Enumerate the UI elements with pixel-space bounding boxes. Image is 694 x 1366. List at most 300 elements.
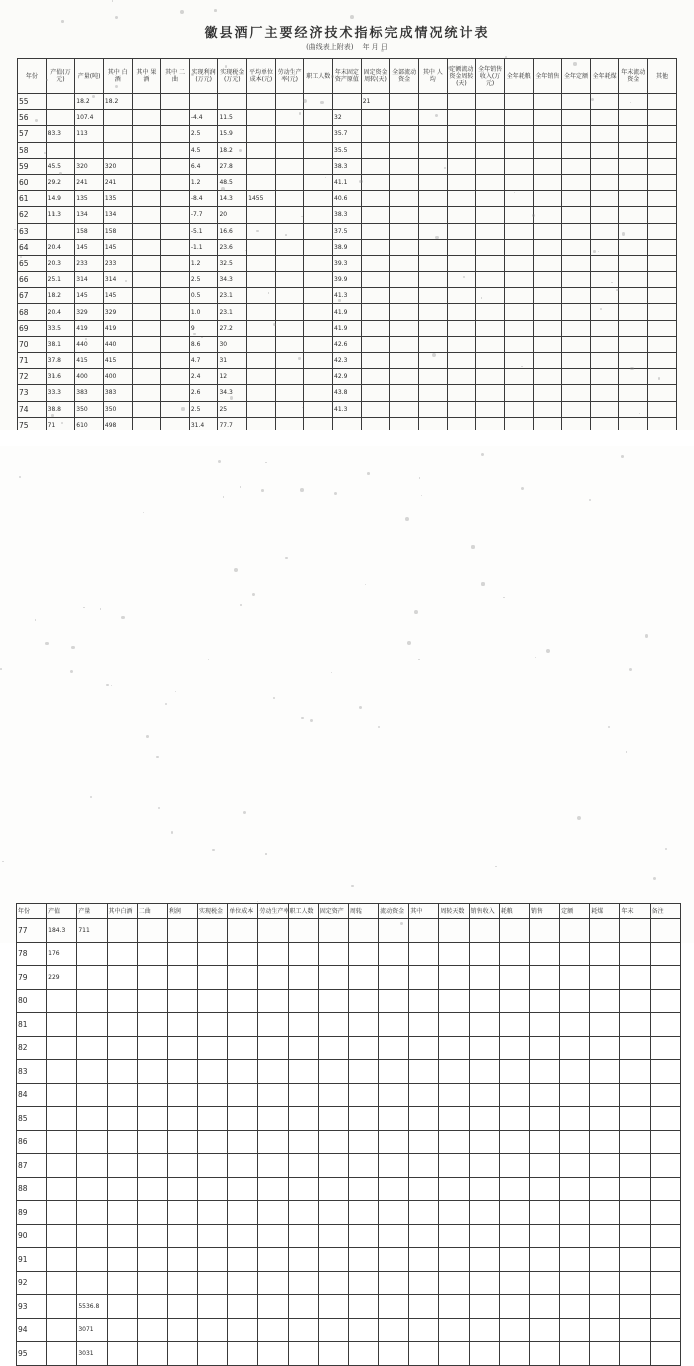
table-cell <box>650 1295 680 1319</box>
table-cell <box>288 1271 318 1295</box>
table-cell <box>161 110 190 126</box>
table-cell <box>198 1342 228 1366</box>
scan-noise <box>298 357 300 359</box>
table-cell <box>409 1295 439 1319</box>
table-cell: 400 <box>75 369 104 385</box>
table-row <box>18 110 677 126</box>
table-cell <box>107 1248 137 1272</box>
table-cell <box>167 1318 197 1342</box>
table-cell <box>228 1248 258 1272</box>
table-cell <box>247 385 276 401</box>
scan-noise <box>14 229 15 230</box>
table-row <box>18 272 677 288</box>
table-cell <box>107 1107 137 1131</box>
column-header: 实现利润(万元) <box>189 59 218 94</box>
table-cell <box>318 1083 348 1107</box>
table-cell <box>590 1036 620 1060</box>
table-cell <box>247 239 276 255</box>
table-cell <box>228 1013 258 1037</box>
table-cell: 383 <box>75 385 104 401</box>
table-cell <box>469 1060 499 1084</box>
table-cell <box>137 1318 167 1342</box>
table-cell <box>418 191 447 207</box>
table-cell <box>504 158 533 174</box>
table-cell <box>619 385 648 401</box>
date-note: 年 月 日 <box>362 43 388 51</box>
table-cell <box>275 94 304 110</box>
table-cell <box>167 1036 197 1060</box>
table-cell: 134 <box>75 207 104 223</box>
table-cell <box>418 126 447 142</box>
table-cell <box>198 1060 228 1084</box>
table-cell <box>161 158 190 174</box>
table-cell <box>258 989 288 1013</box>
column-header: 实现税金 <box>198 904 228 919</box>
table-cell <box>167 1177 197 1201</box>
table-cell <box>47 1224 77 1248</box>
table-cell <box>418 320 447 336</box>
table-row <box>17 1013 681 1037</box>
table-cell: 3031 <box>77 1342 107 1366</box>
table-cell <box>560 1295 590 1319</box>
table-cell <box>288 1154 318 1178</box>
table-cell <box>247 401 276 417</box>
table-cell <box>107 1177 137 1201</box>
table-cell <box>132 174 161 190</box>
table-cell <box>304 369 333 385</box>
table-cell <box>361 272 390 288</box>
table-cell <box>560 1224 590 1248</box>
table-cell <box>504 110 533 126</box>
scan-noise <box>35 119 37 121</box>
table-cell <box>318 1154 348 1178</box>
table-row <box>18 191 677 207</box>
scan-noise <box>495 866 496 867</box>
table-cell <box>348 1201 378 1225</box>
table-cell <box>275 223 304 239</box>
table-cell <box>447 336 476 352</box>
scan-noise <box>405 517 409 521</box>
table-cell <box>469 1201 499 1225</box>
table-row <box>17 1177 681 1201</box>
table-cell <box>132 320 161 336</box>
table-cell <box>560 1271 590 1295</box>
table-row <box>18 401 677 417</box>
table-cell <box>447 304 476 320</box>
year-cell: 58 <box>18 142 47 158</box>
table-row <box>18 223 677 239</box>
table-cell: 42.9 <box>333 369 362 385</box>
table-cell <box>161 401 190 417</box>
table-cell <box>77 1036 107 1060</box>
table-cell <box>469 1248 499 1272</box>
table-cell <box>590 239 619 255</box>
table-cell <box>288 942 318 966</box>
table-cell <box>304 320 333 336</box>
table-cell <box>348 1224 378 1248</box>
table-cell <box>590 94 619 110</box>
table-cell <box>304 191 333 207</box>
table-cell <box>304 223 333 239</box>
column-header: 单位成本 <box>228 904 258 919</box>
table-cell <box>167 1130 197 1154</box>
column-header: 耗煤 <box>590 904 620 919</box>
column-header: 备注 <box>650 904 680 919</box>
table-cell <box>409 966 439 990</box>
column-header: 年末流动资金 <box>619 59 648 94</box>
table-cell <box>447 320 476 336</box>
table-cell <box>409 1177 439 1201</box>
column-header: 全年销售 <box>533 59 562 94</box>
table-cell <box>590 1318 620 1342</box>
table-cell <box>620 1224 650 1248</box>
table-cell <box>533 401 562 417</box>
table-cell <box>228 919 258 943</box>
table-cell: 41.3 <box>333 288 362 304</box>
table-cell <box>361 288 390 304</box>
table-cell <box>476 191 505 207</box>
table-cell <box>228 1201 258 1225</box>
table-cell: -4.4 <box>189 110 218 126</box>
table-cell <box>504 369 533 385</box>
table-cell <box>161 126 190 142</box>
table-cell <box>620 1036 650 1060</box>
table-cell <box>361 223 390 239</box>
table-cell <box>533 353 562 369</box>
table-cell <box>504 142 533 158</box>
table-cell <box>533 255 562 271</box>
table-cell: 37.5 <box>333 223 362 239</box>
table-cell <box>379 1201 409 1225</box>
scan-noise <box>630 102 631 103</box>
scan-noise <box>218 460 221 463</box>
table-row <box>18 353 677 369</box>
table-cell <box>590 1013 620 1037</box>
table-cell <box>504 255 533 271</box>
table-cell: 34.3 <box>218 385 247 401</box>
table-cell <box>439 1318 469 1342</box>
table-cell <box>439 1013 469 1037</box>
table-cell <box>107 919 137 943</box>
table-cell <box>499 1060 529 1084</box>
column-header: 流动资金 <box>379 904 409 919</box>
table-cell <box>198 1271 228 1295</box>
table-row <box>18 94 677 110</box>
table-cell <box>560 1013 590 1037</box>
table-cell <box>562 126 591 142</box>
table-cell <box>258 1013 288 1037</box>
table-cell <box>499 1130 529 1154</box>
table-cell <box>533 191 562 207</box>
table-cell <box>619 369 648 385</box>
table-cell <box>198 1248 228 1272</box>
table-cell <box>590 142 619 158</box>
table-cell <box>318 1036 348 1060</box>
table-cell <box>504 288 533 304</box>
table-cell <box>348 1013 378 1037</box>
table-cell <box>379 1154 409 1178</box>
scan-noise <box>261 489 264 492</box>
table-cell: 3071 <box>77 1318 107 1342</box>
table-cell: 6.4 <box>189 158 218 174</box>
scan-noise <box>45 642 48 645</box>
table-cell <box>650 1177 680 1201</box>
table-cell: 184.3 <box>47 919 77 943</box>
table-cell <box>560 1060 590 1084</box>
table-cell <box>439 1036 469 1060</box>
table-cell <box>318 1201 348 1225</box>
scan-noise <box>359 180 363 184</box>
table-cell: 314 <box>75 272 104 288</box>
table-cell <box>650 1013 680 1037</box>
table-cell <box>258 1295 288 1319</box>
table-cell <box>409 1130 439 1154</box>
table-cell: 145 <box>75 288 104 304</box>
table-cell <box>469 919 499 943</box>
column-header: 全年耗煤 <box>590 59 619 94</box>
table-cell <box>167 1013 197 1037</box>
table-cell <box>288 1060 318 1084</box>
table-cell <box>198 919 228 943</box>
table-cell <box>275 353 304 369</box>
table-cell <box>439 1224 469 1248</box>
table-cell <box>107 1201 137 1225</box>
table-cell <box>288 1107 318 1131</box>
table-cell <box>137 1130 167 1154</box>
scan-noise <box>301 717 303 719</box>
table-cell <box>620 919 650 943</box>
table-cell <box>650 1060 680 1084</box>
table-cell <box>562 174 591 190</box>
table-cell <box>499 1318 529 1342</box>
table-cell: 14.3 <box>218 191 247 207</box>
table-row <box>18 304 677 320</box>
table-cell <box>499 989 529 1013</box>
table-cell <box>288 1013 318 1037</box>
table-cell <box>318 1130 348 1154</box>
table-cell <box>247 174 276 190</box>
table-cell <box>137 966 167 990</box>
table-cell <box>318 919 348 943</box>
table-cell <box>439 942 469 966</box>
year-cell: 84 <box>17 1083 47 1107</box>
table-cell: 2.4 <box>189 369 218 385</box>
table-cell <box>529 1295 559 1319</box>
table-cell <box>379 966 409 990</box>
table-cell <box>447 126 476 142</box>
year-cell: 69 <box>18 320 47 336</box>
scan-noise <box>214 9 217 12</box>
table-cell <box>499 1201 529 1225</box>
table-cell <box>47 1201 77 1225</box>
table-cell: 329 <box>75 304 104 320</box>
table-cell: 20.4 <box>46 239 75 255</box>
scan-noise <box>265 462 267 464</box>
table-cell <box>533 288 562 304</box>
table-cell: 2.5 <box>189 401 218 417</box>
year-cell: 89 <box>17 1201 47 1225</box>
table-cell: 20 <box>218 207 247 223</box>
table-cell <box>379 989 409 1013</box>
table-cell <box>533 336 562 352</box>
table-cell <box>247 158 276 174</box>
table-cell <box>409 989 439 1013</box>
column-header: 固定资金周转(天) <box>361 59 390 94</box>
table-cell <box>379 1318 409 1342</box>
scan-noise <box>481 582 484 585</box>
table-cell <box>107 1130 137 1154</box>
table-cell <box>447 288 476 304</box>
column-header: 定额流动资金周转(天) <box>447 59 476 94</box>
table-cell <box>529 1248 559 1272</box>
table-cell <box>529 1107 559 1131</box>
scan-noise <box>303 99 307 103</box>
table-cell <box>650 1154 680 1178</box>
year-cell: 70 <box>18 336 47 352</box>
year-cell: 91 <box>17 1248 47 1272</box>
table-cell: 35.7 <box>333 126 362 142</box>
table-cell <box>228 1224 258 1248</box>
table-cell <box>476 288 505 304</box>
table-cell <box>198 1224 228 1248</box>
table-cell <box>167 1224 197 1248</box>
table-cell <box>590 1177 620 1201</box>
table-cell <box>409 1271 439 1295</box>
table-cell <box>167 1060 197 1084</box>
table-cell <box>288 1295 318 1319</box>
table-cell <box>103 142 132 158</box>
year-cell: 90 <box>17 1224 47 1248</box>
table-cell <box>379 1295 409 1319</box>
table-cell <box>390 353 419 369</box>
table-cell <box>529 1271 559 1295</box>
column-header: 全年耗粮 <box>504 59 533 94</box>
table-cell <box>504 223 533 239</box>
table-cell <box>469 1154 499 1178</box>
table-cell: 113 <box>75 126 104 142</box>
table-cell <box>650 1083 680 1107</box>
table-cell <box>648 207 677 223</box>
table-cell <box>318 1107 348 1131</box>
page-separator <box>0 430 694 446</box>
table-cell <box>228 1130 258 1154</box>
table-cell: 41.9 <box>333 320 362 336</box>
table-cell <box>562 255 591 271</box>
table-cell <box>560 1342 590 1366</box>
table-cell <box>275 336 304 352</box>
table-cell <box>476 110 505 126</box>
table-cell <box>288 1224 318 1248</box>
table-cell <box>161 94 190 110</box>
table-cell <box>288 1342 318 1366</box>
table-cell: 27.2 <box>218 320 247 336</box>
table-cell <box>648 320 677 336</box>
table-row <box>18 336 677 352</box>
table-cell <box>504 353 533 369</box>
table-cell: 38.9 <box>333 239 362 255</box>
table-cell <box>47 1177 77 1201</box>
table-cell <box>590 369 619 385</box>
table-cell <box>447 255 476 271</box>
table-cell <box>318 1318 348 1342</box>
table-cell <box>560 1130 590 1154</box>
year-cell: 78 <box>17 942 47 966</box>
table-cell <box>132 126 161 142</box>
year-cell: 62 <box>18 207 47 223</box>
year-cell: 66 <box>18 272 47 288</box>
table-cell <box>161 239 190 255</box>
table-cell <box>418 401 447 417</box>
table-cell <box>447 94 476 110</box>
table-cell <box>533 94 562 110</box>
table-cell <box>499 1224 529 1248</box>
table-cell: 18.2 <box>103 94 132 110</box>
table-cell <box>247 369 276 385</box>
table-cell <box>304 174 333 190</box>
table-cell <box>47 1036 77 1060</box>
table-cell <box>648 126 677 142</box>
table-cell <box>499 1013 529 1037</box>
table-cell <box>348 1107 378 1131</box>
table-cell: 83.3 <box>46 126 75 142</box>
table-cell <box>447 369 476 385</box>
table-cell <box>650 1224 680 1248</box>
table-cell <box>132 142 161 158</box>
table-cell <box>46 94 75 110</box>
table-cell <box>247 110 276 126</box>
table-cell <box>348 1295 378 1319</box>
table-cell <box>529 1318 559 1342</box>
table-cell <box>590 1224 620 1248</box>
table-cell <box>275 207 304 223</box>
table-cell <box>439 1271 469 1295</box>
table-cell <box>620 1130 650 1154</box>
table-cell <box>439 1107 469 1131</box>
table-cell <box>348 1248 378 1272</box>
table-cell <box>529 1083 559 1107</box>
table-cell <box>318 1271 348 1295</box>
table-row <box>17 1318 681 1342</box>
table-cell <box>619 207 648 223</box>
table-cell <box>77 966 107 990</box>
table-cell <box>590 989 620 1013</box>
table-cell <box>533 369 562 385</box>
column-header: 全部流动资金 <box>390 59 419 94</box>
year-cell: 81 <box>17 1013 47 1037</box>
table-cell: 77.7 <box>218 417 247 433</box>
table-cell <box>107 1224 137 1248</box>
table-cell <box>288 989 318 1013</box>
table-cell <box>648 191 677 207</box>
table-cell: 34.3 <box>218 272 247 288</box>
table-cell <box>228 1107 258 1131</box>
table-cell <box>590 110 619 126</box>
table-cell <box>590 1201 620 1225</box>
table-cell <box>361 369 390 385</box>
table-cell <box>161 207 190 223</box>
table-cell <box>619 336 648 352</box>
scan-noise <box>243 811 246 814</box>
table-cell <box>590 1130 620 1154</box>
table-cell <box>562 369 591 385</box>
table-cell <box>161 336 190 352</box>
year-cell: 60 <box>18 174 47 190</box>
table-cell <box>46 110 75 126</box>
table-cell <box>533 320 562 336</box>
scan-noise <box>359 911 362 914</box>
table-cell <box>529 966 559 990</box>
table-cell <box>107 1036 137 1060</box>
